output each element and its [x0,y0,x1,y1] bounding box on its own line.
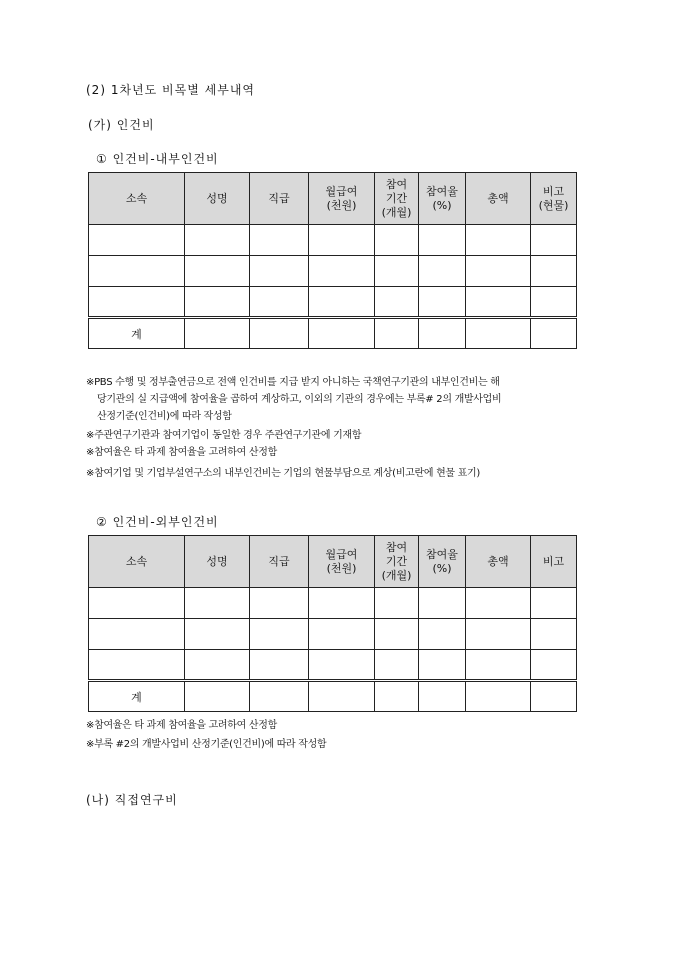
header-remark: 비고 [531,536,577,588]
table-row [89,588,577,619]
total-label: 계 [89,318,185,349]
header-affiliation: 소속 [89,536,185,588]
header-name: 성명 [185,173,250,225]
table-row [89,650,577,681]
note-line: ※PBS 수행 및 정부출연금으로 전액 인건비를 지급 받지 아니하는 국책연구기관의 내부인건비는 해 [86,377,500,388]
header-total-amount: 총액 [466,536,531,588]
note-line: ※부록 #2의 개발사업비 산정기준(인건비)에 따라 작성함 [86,739,327,750]
header-participation-rate: 참여율 (%) [419,173,466,225]
subsection-personnel: (가) 인건비 [88,118,155,132]
internal-personnel-title: ① 인건비-내부인건비 [96,152,219,166]
table-total-row [89,318,577,349]
header-position: 직급 [250,536,309,588]
table-total-row [89,681,577,712]
note-line: 당기관의 실 지급액에 참여율을 곱하여 계상하고, 이외의 기관의 경우에는 부록# 2의 개발사업비 [97,394,502,405]
subsection-direct-research-cost: (나) 직접연구비 [86,793,178,807]
table-header-row [89,536,577,588]
header-remark: 비고 (현물) [531,173,577,225]
header-monthly-salary: 월급여 (천원) [309,173,375,225]
external-personnel-table [88,535,577,712]
internal-personnel-table [88,172,577,349]
table-row [89,225,577,256]
note-line: 산정기준(인건비)에 따라 작성함 [97,411,232,422]
table-row [89,287,577,318]
note-line: ※참여율은 타 과제 참여율을 고려하여 산정함 [86,720,277,731]
note-line: ※참여기업 및 기업부설연구소의 내부인건비는 기업의 현물부담으로 계상(비고란에 현물 표기) [86,468,480,479]
section-title: (2) 1차년도 비목별 세부내역 [86,83,255,97]
header-affiliation: 소속 [89,173,185,225]
header-name: 성명 [185,536,250,588]
total-label: 계 [89,681,185,712]
note-line: ※주관연구기관과 참여기업이 동일한 경우 주관연구기관에 기재함 [86,430,362,441]
header-participation-rate: 참여율 (%) [419,536,466,588]
header-participation-period: 참여 기간 (개월) [375,173,419,225]
table-header-row [89,173,577,225]
header-position: 직급 [250,173,309,225]
external-personnel-title: ② 인건비-외부인건비 [96,515,219,529]
table-row [89,619,577,650]
header-participation-period: 참여 기간 (개월) [375,536,419,588]
header-monthly-salary: 월급여 (천원) [309,536,375,588]
header-total-amount: 총액 [466,173,531,225]
table-row [89,256,577,287]
note-line: ※참여율은 타 과제 참여율을 고려하여 산정함 [86,447,277,458]
